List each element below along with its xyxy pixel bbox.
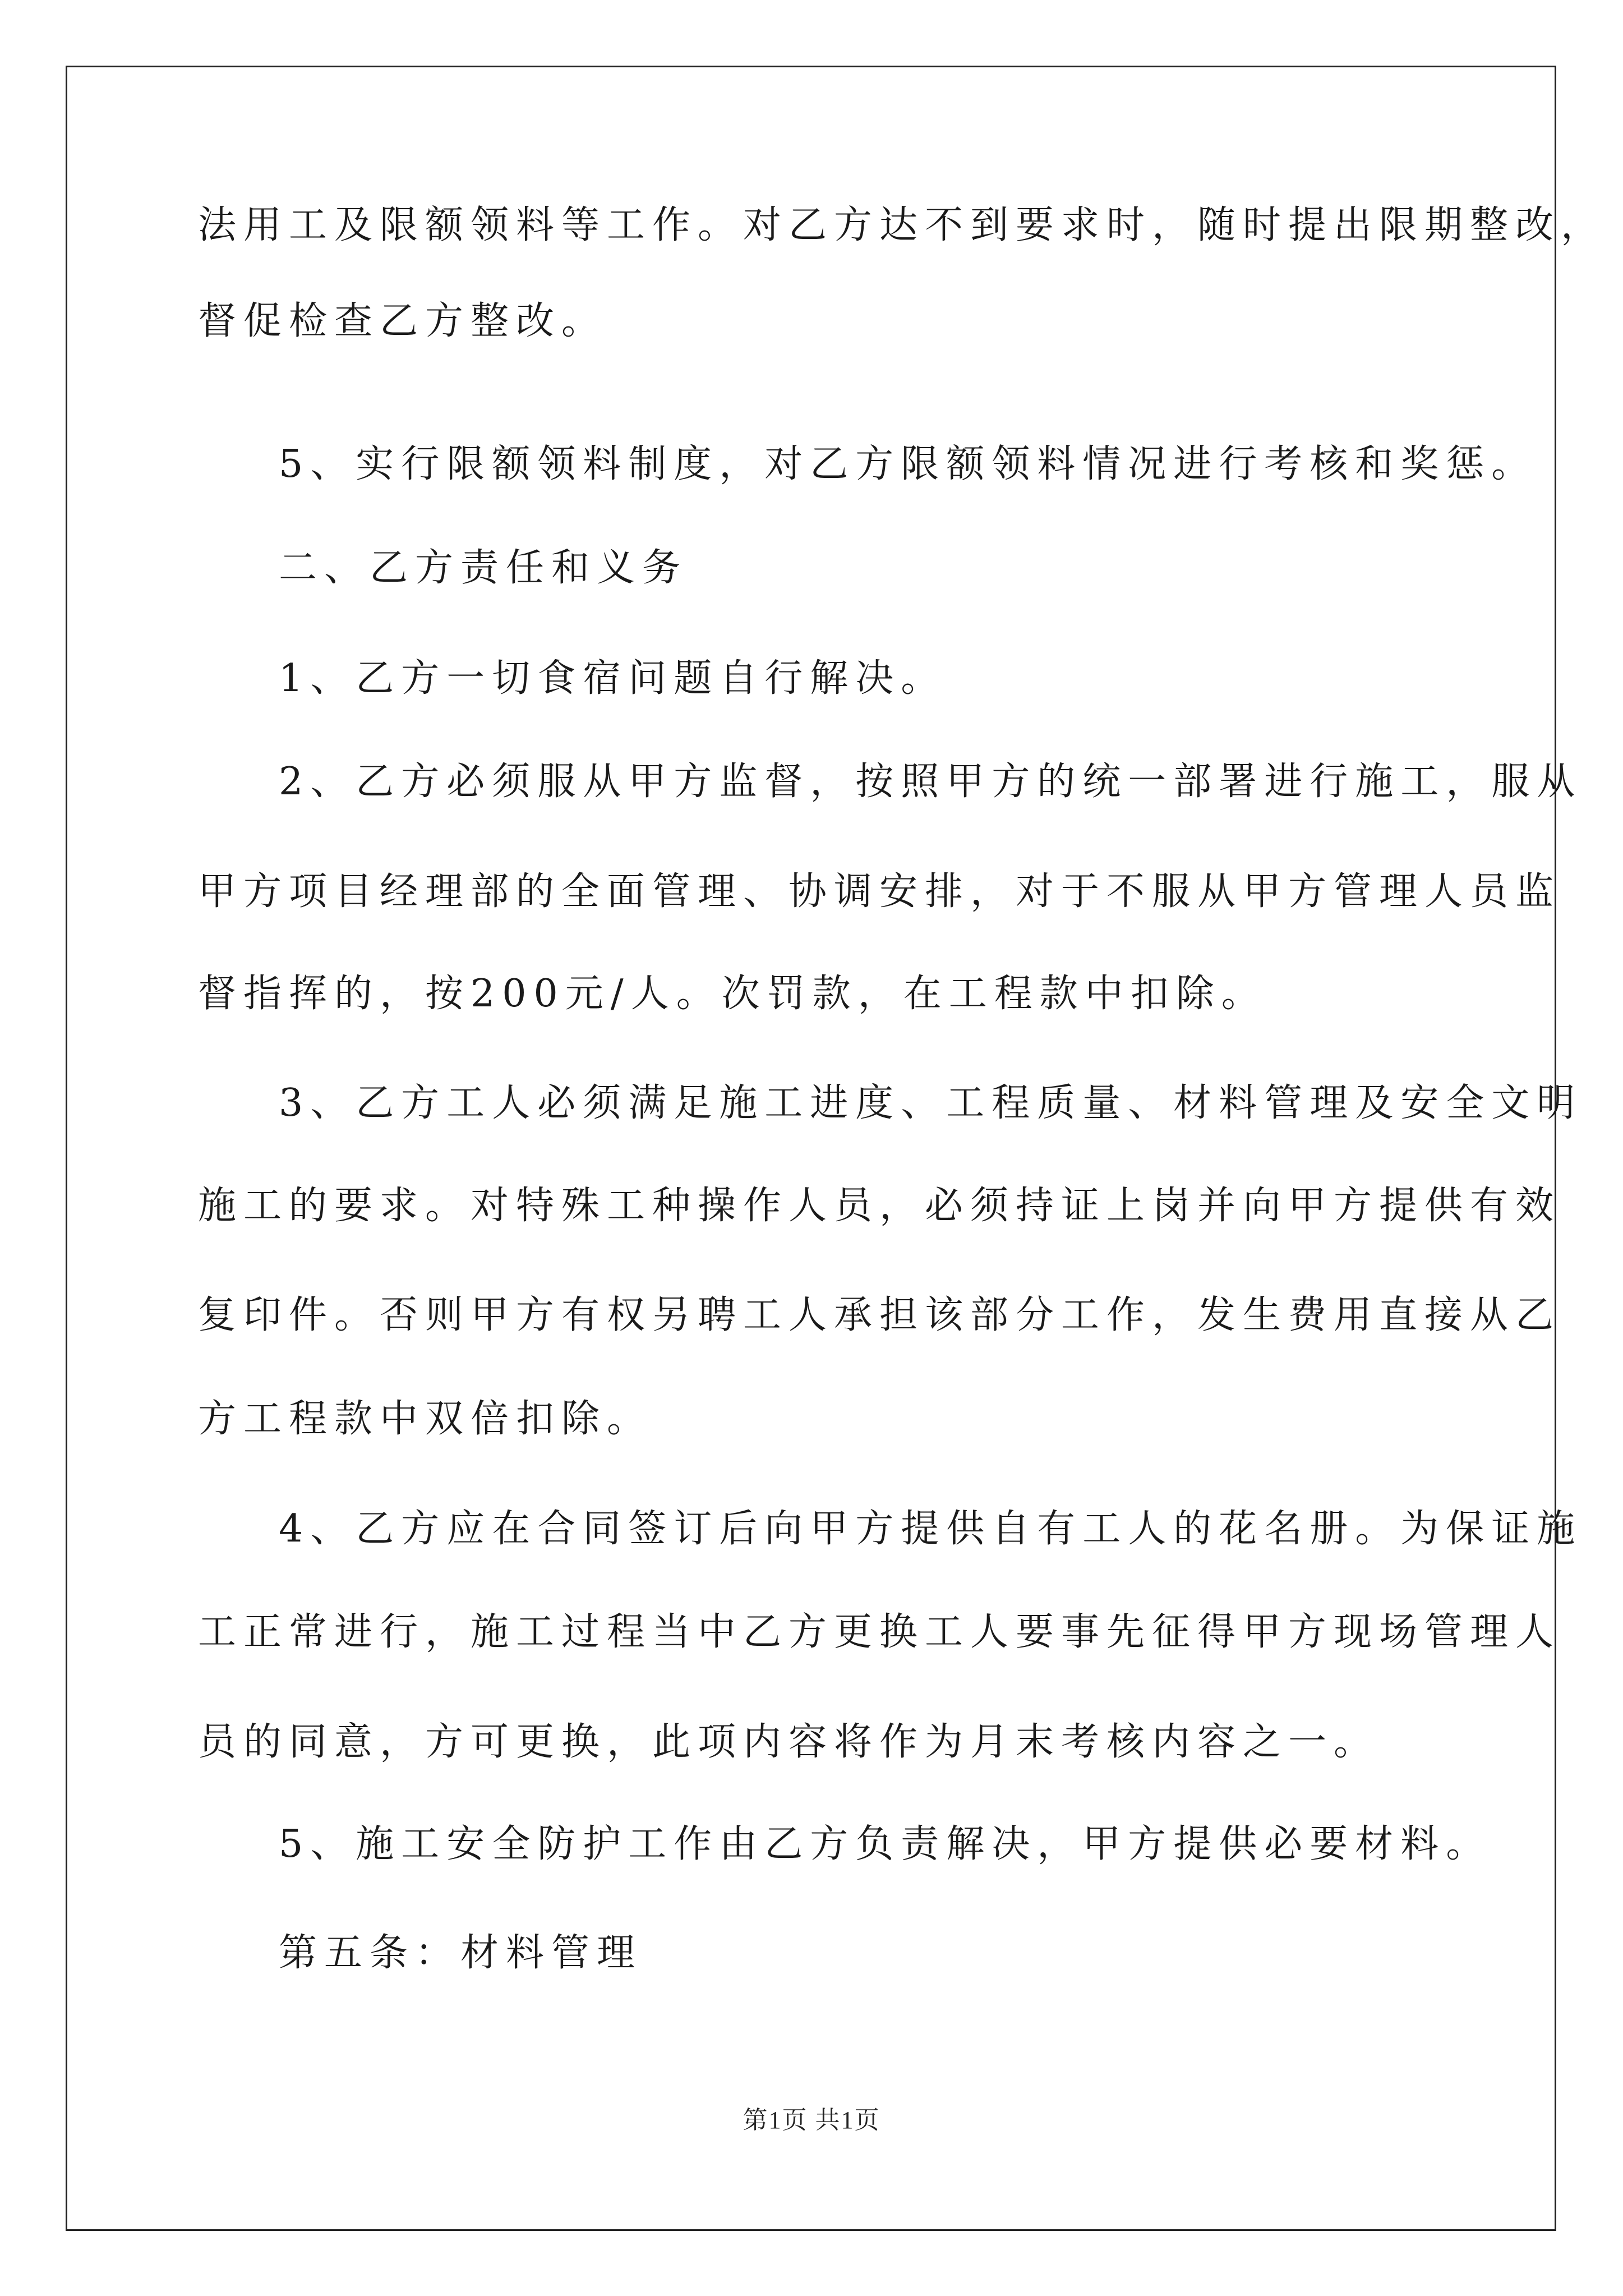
page-border: [66, 66, 1556, 2231]
text-line: 督促检查乙方整改。: [198, 299, 607, 343]
text-line: 员的同意，方可更换，此项内容将作为月末考核内容之一。: [198, 1720, 1380, 1764]
text-line: 工正常进行，施工过程当中乙方更换工人要事先征得甲方现场管理人: [198, 1610, 1561, 1654]
text-line: 3、乙方工人必须满足施工进度、工程质量、材料管理及安全文明: [279, 1081, 1583, 1125]
text-line: 5、施工安全防护工作由乙方负责解决，甲方提供必要材料。: [279, 1822, 1492, 1866]
text-line: 复印件。否则甲方有权另聘工人承担该部分工作，发生费用直接从乙: [198, 1293, 1561, 1337]
text-line: 1、乙方一切食宿问题自行解决。: [279, 656, 947, 701]
section-heading: 二、乙方责任和义务: [279, 546, 688, 590]
text-line: 督指挥的，按200元/人。次罚款，在工程款中扣除。: [198, 972, 1267, 1016]
text-line: 5、实行限额领料制度，对乙方限额领料情况进行考核和奖惩。: [279, 442, 1537, 486]
text-line: 施工的要求。对特殊工种操作人员，必须持证上岗并向甲方提供有效: [198, 1184, 1561, 1228]
text-line: 4、乙方应在合同签订后向甲方提供自有工人的花名册。为保证施: [279, 1507, 1583, 1551]
text-line: 方工程款中双倍扣除。: [198, 1397, 653, 1441]
text-line: 2、乙方必须服从甲方监督，按照甲方的统一部署进行施工，服从: [279, 760, 1583, 804]
text-line: 法用工及限额领料等工作。对乙方达不到要求时，随时提出限期整改，: [198, 203, 1607, 247]
text-line: 甲方项目经理部的全面管理、协调安排，对于不服从甲方管理人员监: [198, 869, 1561, 914]
page-footer: 第1页 共1页: [743, 2106, 880, 2134]
section-heading: 第五条：材料管理: [279, 1931, 643, 1975]
